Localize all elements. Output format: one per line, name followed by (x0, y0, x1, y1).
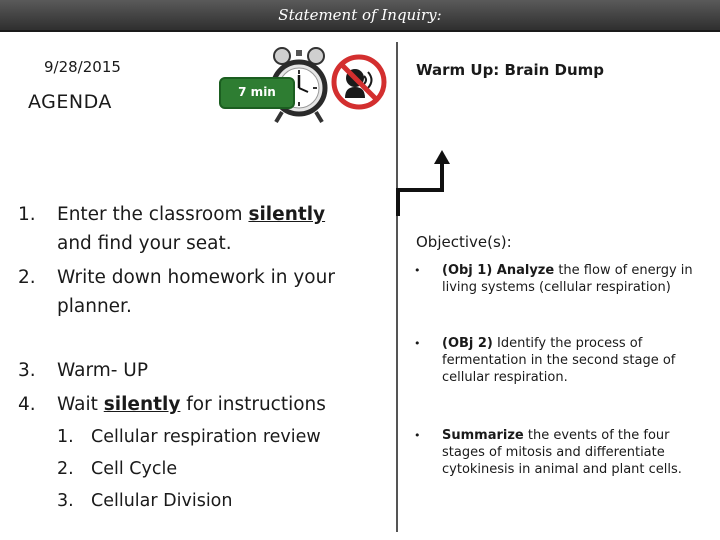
item-text-continued: planner. (57, 296, 132, 317)
subitem-number: 3. (57, 491, 74, 511)
warmup-title: Warm Up: Brain Dump (416, 61, 605, 79)
item-number: 4. (18, 394, 36, 415)
bullet: • (414, 264, 421, 277)
agenda-title: AGENDA (28, 91, 112, 113)
item-number: 3. (18, 360, 36, 381)
timer-label: 7 min (238, 85, 276, 99)
objective-text: Summarize the events of the four stages of mitosis and differentiate cytokinesis in animal and plant cells. (442, 428, 682, 477)
item-text: Write down homework in your (57, 267, 335, 288)
column-divider (396, 42, 398, 532)
bullet: • (414, 337, 421, 350)
subitem-text: Cellular respiration review (91, 427, 321, 447)
banner-title: Statement of Inquiry: (278, 6, 442, 24)
emphasis-silently: silently (103, 394, 181, 415)
subitem-number: 1. (57, 427, 74, 447)
item-number: 2. (18, 267, 36, 288)
date-label: 9/28/2015 (44, 58, 121, 76)
objective-text: (OBj 2) Identify the process of fermentation in the second stage of cellular respiration. (442, 336, 676, 385)
subitem-number: 2. (57, 459, 74, 479)
item-number: 1. (18, 204, 36, 225)
title-banner (0, 0, 720, 32)
bullet: • (414, 429, 421, 442)
item-text: Enter the classroom silently (57, 204, 326, 225)
subitem-text: Cellular Division (91, 491, 233, 511)
objective-text: (Obj 1) Analyze the flow of energy in living systems (cellular respiration) (442, 263, 693, 295)
item-text: Wait silently for instructions (57, 394, 326, 415)
item-text-continued: and find your seat. (57, 233, 232, 254)
item-text: Warm- UP (57, 360, 149, 381)
subitem-text: Cell Cycle (91, 459, 178, 479)
timer-badge (219, 77, 295, 109)
no-talking-icon (331, 54, 387, 110)
objectives-title: Objective(s): (416, 233, 512, 251)
emphasis-silently: silently (248, 204, 326, 225)
up-arrow-icon (396, 148, 456, 218)
